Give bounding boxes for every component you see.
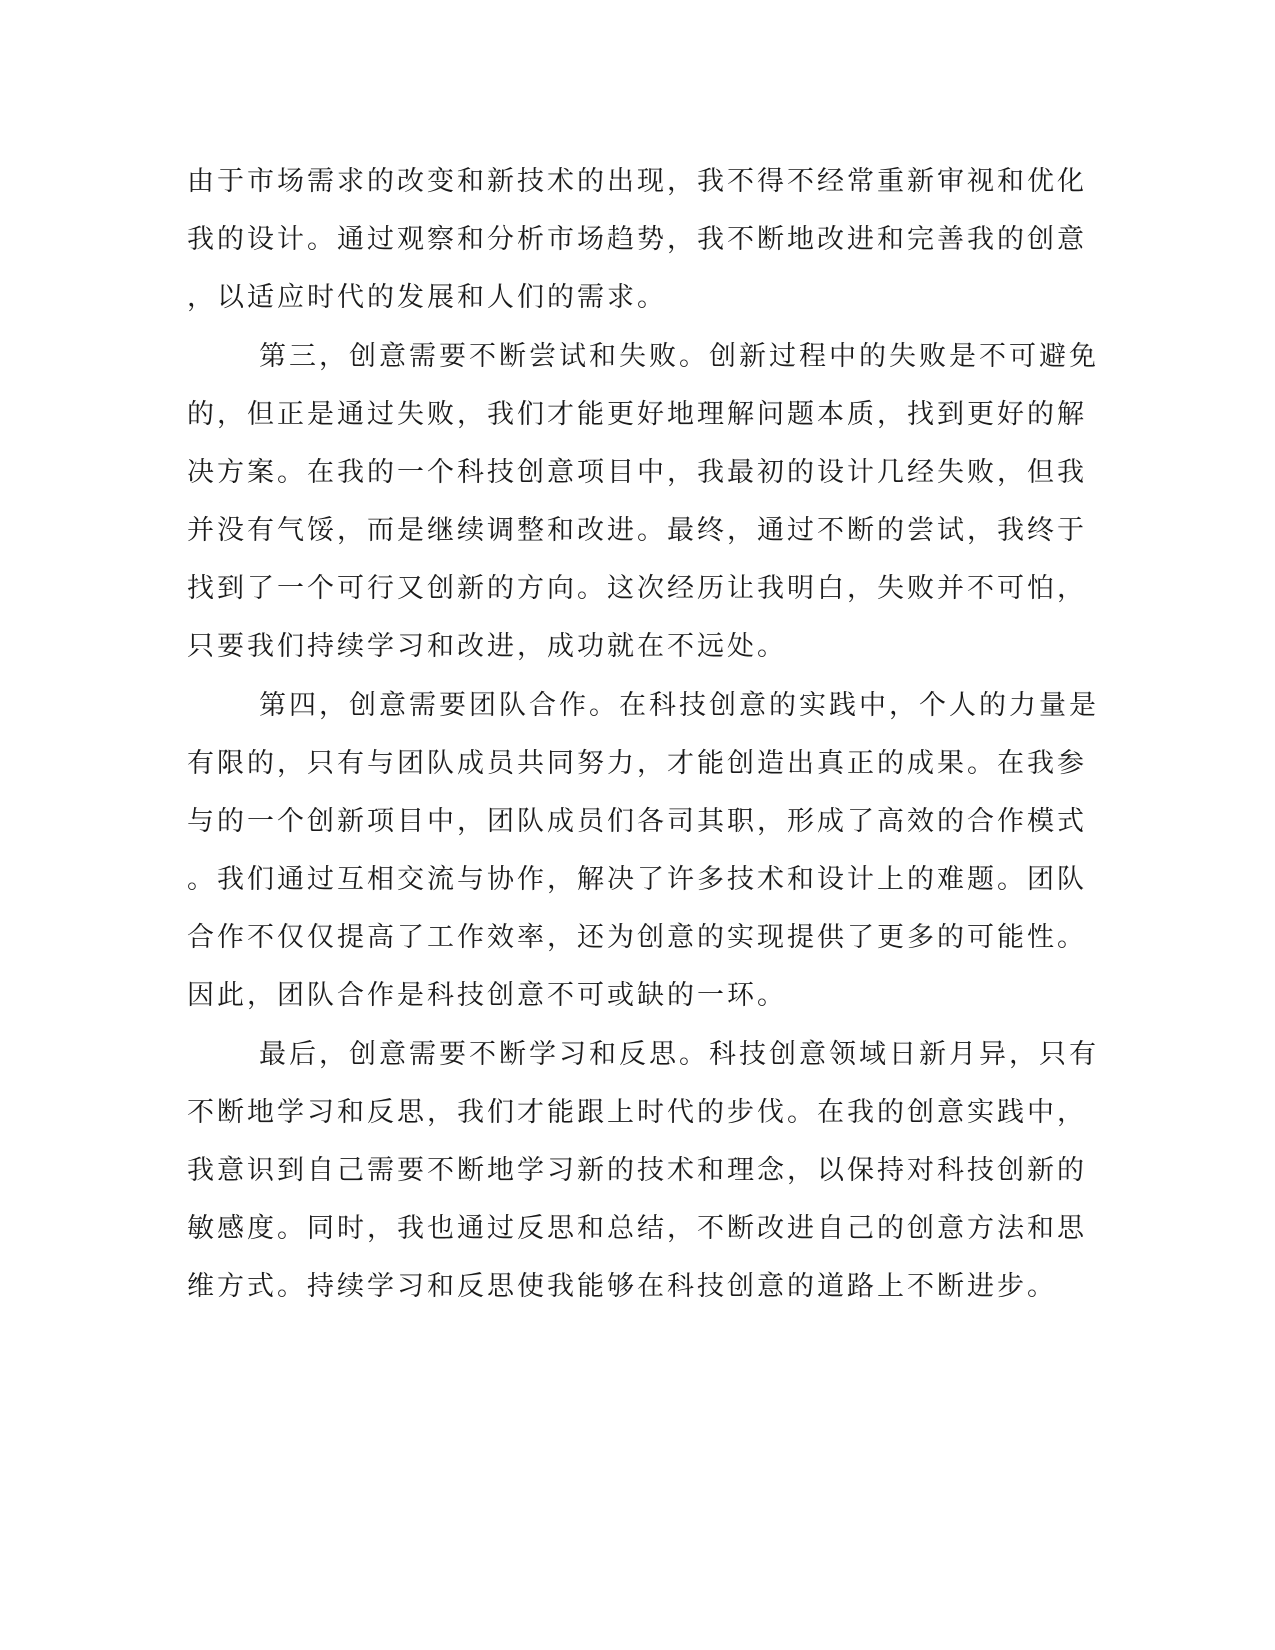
paragraph-2-line-6: 只要我们持续学习和改进，成功就在不远处。	[187, 631, 787, 662]
paragraph-3-line-2: 有限的，只有与团队成员共同努力，才能创造出真正的成果。在我参	[187, 748, 1087, 779]
paragraph-3-line-5: 合作不仅仅提高了工作效率，还为创意的实现提供了更多的可能性。	[187, 922, 1087, 953]
paragraph-2-line-3: 决方案。在我的一个科技创意项目中，我最初的设计几经失败，但我	[187, 457, 1087, 488]
paragraph-3-line-4: 。我们通过互相交流与协作，解决了许多技术和设计上的难题。团队	[187, 864, 1087, 895]
paragraph-1-line-3: ，以适应时代的发展和人们的需求。	[187, 282, 667, 313]
paragraph-2-line-1: 第三，创意需要不断尝试和失败。创新过程中的失败是不可避免	[259, 341, 1099, 372]
paragraph-4-line-3: 我意识到自己需要不断地学习新的技术和理念，以保持对科技创新的	[187, 1155, 1087, 1186]
paragraph-2-line-2: 的，但正是通过失败，我们才能更好地理解问题本质，找到更好的解	[187, 399, 1087, 430]
paragraph-3-line-3: 与的一个创新项目中，团队成员们各司其职，形成了高效的合作模式	[187, 806, 1087, 837]
paragraph-4-line-4: 敏感度。同时，我也通过反思和总结，不断改进自己的创意方法和思	[187, 1213, 1087, 1244]
paragraph-4-line-1: 最后，创意需要不断学习和反思。科技创意领域日新月异，只有	[259, 1039, 1099, 1070]
paragraph-3-line-1: 第四，创意需要团队合作。在科技创意的实践中，个人的力量是	[259, 690, 1099, 721]
paragraph-1-line-1: 由于市场需求的改变和新技术的出现，我不得不经常重新审视和优化	[187, 166, 1087, 197]
paragraph-2-line-4: 并没有气馁，而是继续调整和改进。最终，通过不断的尝试，我终于	[187, 515, 1087, 546]
paragraph-4-line-2: 不断地学习和反思，我们才能跟上时代的步伐。在我的创意实践中，	[187, 1097, 1087, 1128]
paragraph-4-line-5: 维方式。持续学习和反思使我能够在科技创意的道路上不断进步。	[187, 1271, 1057, 1302]
paragraph-2-line-5: 找到了一个可行又创新的方向。这次经历让我明白，失败并不可怕，	[187, 573, 1087, 604]
paragraph-1-line-2: 我的设计。通过观察和分析市场趋势，我不断地改进和完善我的创意	[187, 224, 1087, 255]
paragraph-3-line-6: 因此，团队合作是科技创意不可或缺的一环。	[187, 980, 787, 1011]
